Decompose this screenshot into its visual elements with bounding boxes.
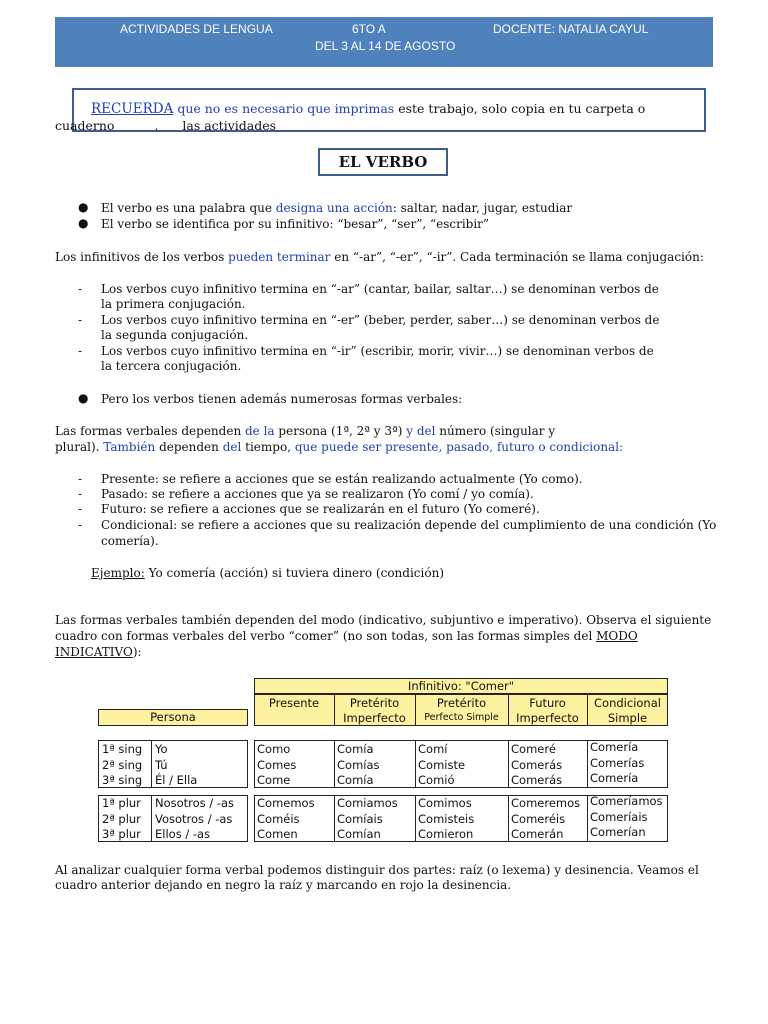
header-preterito-perfecto-l2: Perfecto Simple xyxy=(424,712,499,723)
conjugacion-1-line2: la primera conjugación. xyxy=(101,297,246,311)
table-divider xyxy=(334,795,335,842)
recuerda-line2b: . xyxy=(154,118,159,133)
bullet-2: El verbo se identifica por su infinitivo: “besar”, “ser”, “escribir” xyxy=(101,217,490,231)
conjugacion-3-line2: la tercera conjugación. xyxy=(101,359,242,373)
verb-form-cell: Comería xyxy=(590,771,639,785)
table-persona-label: Persona xyxy=(150,710,196,724)
conjugacion-1-line1: Los verbos cuyo infinitivo termina en “-ar” (cantar, bailar, saltar…) se denominan verbos de xyxy=(101,282,659,296)
persona-pronoun: Tú xyxy=(155,757,168,772)
conjugacion-3-line1: Los verbos cuyo infinitivo termina en “-ir” (escribir, morir, vivir…) se denominan verbos de xyxy=(101,344,654,358)
persona-number: 1ª sing xyxy=(102,742,143,756)
verb-form-cell: Comerás xyxy=(511,757,563,772)
dash-marker: - xyxy=(78,518,83,532)
verb-form-cell: Comen xyxy=(257,827,298,841)
table-divider xyxy=(508,795,509,842)
verb-form-cell: Coméis xyxy=(257,811,300,826)
header-condicional-l2: Simple xyxy=(607,711,648,725)
verb-form-cell: Comía xyxy=(337,742,374,756)
table-divider xyxy=(587,740,588,788)
header-futuro-l1: Futuro xyxy=(529,696,566,710)
dash-marker: - xyxy=(78,344,83,358)
recuerda-line2a: cuaderno xyxy=(55,118,115,133)
formas-line2: plural). También dependen del tiempo, que puede ser presente, pasado, futuro o condicional: xyxy=(55,440,624,454)
verb-form-cell: Comieron xyxy=(418,827,474,841)
analisis-line1: Al analizar cualquier forma verbal podemos distinguir dos partes: raíz (o lexema) y desinencia. Veamos el xyxy=(55,863,699,877)
bullet-dot: ● xyxy=(78,216,89,230)
formas-bullet: Pero los verbos tienen además numerosas formas verbales: xyxy=(101,392,463,406)
verb-form-cell: Comeréis xyxy=(511,811,566,826)
recuerda-part1: que no es necesario que imprimas xyxy=(177,101,395,116)
header-grade: 6TO A xyxy=(352,22,386,36)
persona-number: 2ª plur xyxy=(102,811,141,826)
persona-number: 3ª plur xyxy=(102,827,141,841)
header-preterito-imperfecto-l1: Pretérito xyxy=(349,696,400,710)
recuerda-line2 xyxy=(55,118,276,134)
table-divider xyxy=(415,740,416,788)
modo-line3: INDICATIVO): xyxy=(55,645,142,659)
analisis-line2: cuadro anterior dejando en negro la raíz y marcando en rojo la desinencia. xyxy=(55,878,512,892)
verb-form-cell: Comías xyxy=(337,757,380,772)
dash-marker: - xyxy=(78,502,83,516)
modo-line1: Las formas verbales también dependen del modo (indicativo, subjuntivo e imperativo). Observa el siguiente xyxy=(55,613,712,627)
verb-form-cell: Comerán xyxy=(511,827,564,841)
conjugacion-2-line1: Los verbos cuyo infinitivo termina en “-er” (beber, perder, saber…) se denominan verbos de xyxy=(101,313,660,327)
infinitivos-paragraph: Los infinitivos de los verbos pueden terminar en “-ar”, “-er”, “-ir”. Cada terminación se llama conjugación: xyxy=(55,250,704,264)
persona-pronoun: Ellos / -as xyxy=(155,827,211,841)
table-divider xyxy=(587,795,588,842)
dash-marker: - xyxy=(78,313,83,327)
persona-pronoun: Él / Ella xyxy=(155,773,198,787)
recuerda-word: RECUERDA xyxy=(91,101,174,117)
dash-marker: - xyxy=(78,282,83,296)
table-divider xyxy=(151,740,152,788)
header-preterito-perfecto-l1: Pretérito xyxy=(436,696,487,710)
persona-pronoun: Vosotros / -as xyxy=(155,811,233,826)
header-banner xyxy=(55,17,713,67)
verb-form-cell: Comiamos xyxy=(337,796,398,810)
persona-number: 3ª sing xyxy=(102,773,143,787)
persona-pronoun: Nosotros / -as xyxy=(155,796,235,810)
formas-line1: Las formas verbales dependen de la persona (1ª, 2ª y 3ª) y del número (singular y xyxy=(55,424,556,438)
ejemplo: Ejemplo: Yo comería (acción) si tuviera dinero (condición) xyxy=(91,566,444,580)
bullet-dot: ● xyxy=(78,200,89,214)
persona-pronoun: Yo xyxy=(155,742,168,756)
table-divider xyxy=(508,740,509,788)
table-infinitivo-label: Infinitivo: "Comer" xyxy=(407,679,515,693)
bullet-dot: ● xyxy=(78,391,89,405)
verb-form-cell: Comerás xyxy=(511,773,563,787)
verb-form-cell: Comían xyxy=(337,827,381,841)
persona-number: 2ª sing xyxy=(102,757,143,772)
verb-form-cell: Comíais xyxy=(337,811,383,826)
header-dates: DEL 3 AL 14 DE AGOSTO xyxy=(315,39,456,53)
tiempo-condicional-line1: Condicional: se refiere a acciones que su realización depende del cumplimiento de una condición (Yo xyxy=(101,518,717,532)
verb-form-cell: Como xyxy=(257,742,291,756)
tiempo-pasado: Pasado: se refiere a acciones que ya se realizaron (Yo comí / yo comía). xyxy=(101,487,534,501)
verb-form-cell: Comemos xyxy=(257,796,315,810)
header-teacher: DOCENTE: NATALIA CAYUL xyxy=(493,22,649,36)
verb-form-cell: Comeríamos xyxy=(590,794,663,808)
dash-marker: - xyxy=(78,472,83,486)
verb-form-cell: Comerían xyxy=(590,825,646,839)
verb-form-cell: Comisteis xyxy=(418,811,475,826)
tiempo-presente: Presente: se refiere a acciones que se están realizando actualmente (Yo como). xyxy=(101,472,583,486)
bullet-1: El verbo es una palabra que designa una acción: saltar, nadar, jugar, estudiar xyxy=(101,201,573,215)
verb-form-cell: Comeremos xyxy=(511,796,581,810)
recuerda-line2c: las actividades xyxy=(182,118,277,133)
header-preterito-imperfecto-l2: Imperfecto xyxy=(343,711,406,725)
verb-form-cell: Comía xyxy=(337,773,374,787)
modo-line2: cuadro con formas verbales del verbo “comer” (no son todas, son las formas simples del MODO xyxy=(55,629,638,643)
header-futuro-l2: Imperfecto xyxy=(516,711,579,725)
persona-number: 1ª plur xyxy=(102,796,141,810)
verb-form-cell: Comí xyxy=(418,742,448,756)
verb-form-cell: Comiste xyxy=(418,757,466,772)
page-title: EL VERBO xyxy=(318,148,448,176)
tiempo-condicional-line2: comería). xyxy=(101,534,159,548)
verb-form-cell: Comería xyxy=(590,740,639,754)
recuerda-line1 xyxy=(91,101,645,118)
table-divider xyxy=(334,740,335,788)
verb-form-cell: Comeríais xyxy=(590,809,648,824)
verb-form-cell: Comes xyxy=(257,757,297,772)
table-divider xyxy=(415,795,416,842)
header-presente: Presente xyxy=(268,696,320,710)
recuerda-part2: este trabajo, solo copia en tu carpeta o xyxy=(398,101,646,116)
table-divider xyxy=(151,795,152,842)
verb-form-cell: Comió xyxy=(418,773,455,787)
verb-form-cell: Comimos xyxy=(418,796,472,810)
verb-form-cell: Comerías xyxy=(590,755,645,770)
verb-form-cell: Comeré xyxy=(511,742,556,756)
header-subject: ACTIVIDADES DE LENGUA xyxy=(120,22,273,36)
verb-form-cell: Come xyxy=(257,773,291,787)
conjugacion-2-line2: la segunda conjugación. xyxy=(101,328,249,342)
dash-marker: - xyxy=(78,487,83,501)
header-condicional-l1: Condicional xyxy=(594,696,661,710)
tiempo-futuro: Futuro: se refiere a acciones que se realizarán en el futuro (Yo comeré). xyxy=(101,502,540,516)
